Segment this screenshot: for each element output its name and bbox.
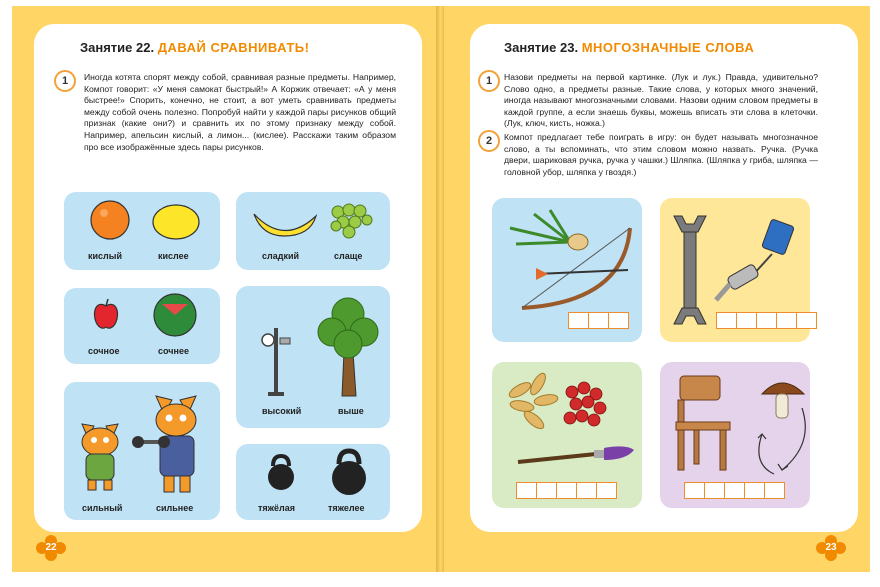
street-lamp-icon: [256, 322, 296, 398]
lesson-heading: МНОГОЗНАЧНЫЕ СЛОВА: [581, 40, 755, 55]
orange-icon: [88, 198, 132, 242]
banana-icon: [250, 206, 320, 242]
lesson-22-title: [80, 40, 309, 55]
word-sourer: кислее: [158, 251, 189, 261]
lemon-icon: [150, 200, 202, 244]
wrench-icon: [668, 210, 712, 330]
word-taller: выше: [338, 406, 364, 416]
page-number-left: 22: [45, 542, 57, 553]
word-sour: кислый: [88, 251, 122, 261]
word-sweet: сладкий: [262, 251, 300, 261]
watermelon-icon: [152, 292, 198, 338]
task1-text: Назови предметы на первой картинке. (Лук и лук.) Правда, удивительно? Слово одно, а предметы разные. Такие слова, у которых много значений, иногда называют многозначными словами. Назови одним словом предметы в каждой группе, а если знаешь буквы, можешь вписать эти слова в клеточки. (Лук, ключ, кисть, ножка.): [504, 72, 818, 129]
rowan-icon: [502, 370, 614, 442]
answer-boxes-key[interactable]: [716, 312, 817, 329]
word-stronger: сильнее: [156, 503, 194, 513]
word-tall: высокий: [262, 406, 302, 416]
lesson-label: Занятие 23.: [504, 40, 579, 55]
task2-text: Компот предлагает тебе поиграть в игру: он будет называть многозначное слово, а ты вспоминать, что этим словом можно назвать. Ручка. (Ручка двери, шариковая ручка, ручка у чашки.) Шляпка. (Шляпка у гриба, шляпка — головной убор, шляпка у гвоздя.): [504, 132, 818, 177]
book-gutter: [436, 6, 444, 572]
answer-boxes-bow[interactable]: [568, 312, 629, 329]
grapes-icon: [324, 198, 378, 244]
lesson-label: Занятие 22.: [80, 40, 155, 55]
task-text: Иногда котята спорят между собой, сравнивая разные предметы. Например, Компот говорит: «У меня самокат быстрый!» А Коржик отвечает: «А у меня быстрее!» Спорить, конечно, не стоит, а вот уметь сравнивать предметы между собой очень полезно. Попробуй найти у каждой пары рисунков общий признак (какие они?) и сравнить их по этому признаку между собой. Например, апельсин кислый, а лимон... (кислее). Расскажи таким образом про все изображённые здесь пары рисунков.: [84, 72, 396, 152]
page-number-right: 23: [825, 542, 837, 553]
small-kettlebell-icon: [264, 452, 298, 492]
answer-boxes-leg[interactable]: [684, 482, 785, 499]
word-heavier: тяжелее: [328, 503, 365, 513]
key-icon: [712, 214, 802, 306]
tree-icon: [316, 292, 380, 400]
answer-boxes-brush[interactable]: [516, 482, 617, 499]
apple-icon: [90, 296, 122, 332]
word-strong: сильный: [82, 503, 123, 513]
task-number-badge: 1: [54, 70, 76, 92]
task2-number-badge: 2: [478, 130, 500, 152]
word-sweeter: слаще: [334, 251, 363, 261]
bow-and-arrow-icon: [514, 222, 638, 314]
big-kettlebell-icon: [328, 446, 370, 496]
task1-number-badge: 1: [478, 70, 500, 92]
big-cat-icon: [134, 390, 210, 498]
arrows-icon: [742, 404, 812, 478]
lesson-heading: ДАВАЙ СРАВНИВАТЬ!: [157, 40, 310, 55]
chair-icon: [672, 372, 736, 472]
paintbrush-icon: [514, 440, 638, 470]
small-cat-icon: [72, 414, 128, 494]
word-juicier: сочнее: [158, 346, 189, 356]
word-heavy: тяжёлая: [258, 503, 296, 513]
lesson-23-title: [504, 40, 754, 55]
word-juicy: сочное: [88, 346, 120, 356]
